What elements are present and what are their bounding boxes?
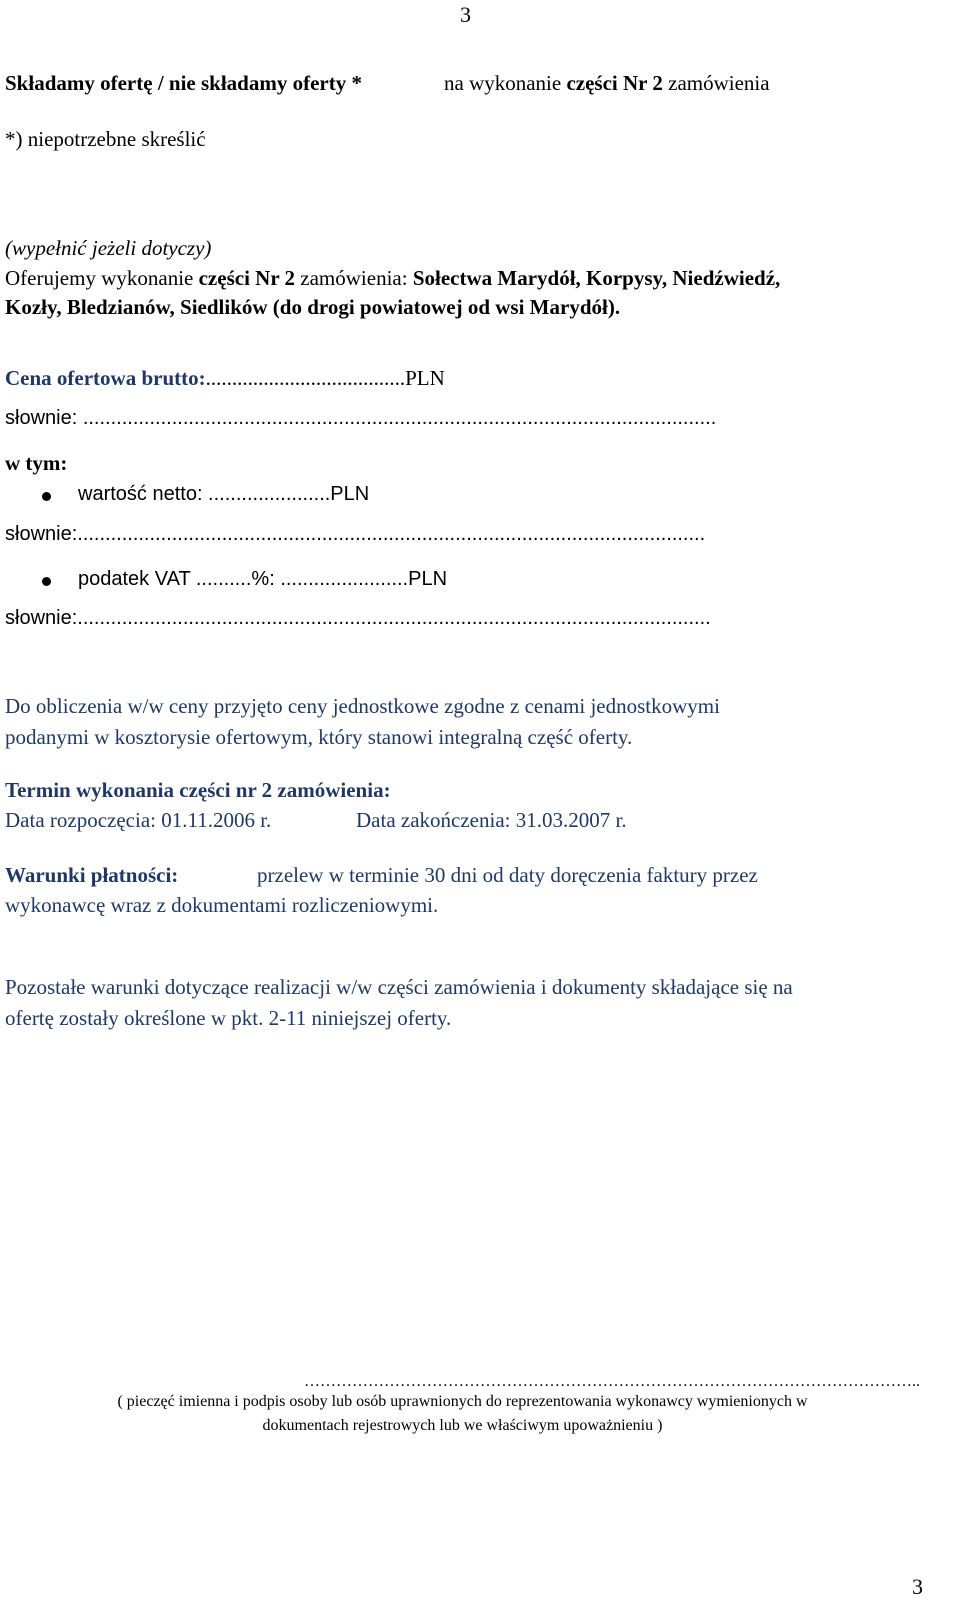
term-start: Data rozpoczęcia: 01.11.2006 r. bbox=[5, 808, 272, 832]
calc-line-1: Do obliczenia w/w ceny przyjęto ceny jednostkowe zgodne z cenami jednostkowymi bbox=[5, 694, 720, 718]
w-tym-label: w tym: bbox=[5, 451, 68, 475]
offer-line-1-villages: Sołectwa Marydół, Korpysy, Niedźwiedź, bbox=[412, 266, 781, 290]
offer-target-part: części Nr 2 bbox=[566, 71, 663, 95]
offer-target-pre: na wykonanie bbox=[444, 71, 567, 95]
bullet-icon bbox=[42, 577, 51, 586]
offer-target-post: zamówienia bbox=[662, 71, 770, 95]
signature-caption-1: ( pieczęć imienna i podpis osoby lub osób uprawnionych do reprezentowania wykonawcy wymienionych w bbox=[117, 1393, 808, 1410]
offer-choice-heading: Składamy ofertę / nie składamy oferty * bbox=[5, 71, 362, 95]
net-value-line: wartość netto: ......................PLN bbox=[78, 483, 370, 505]
other-terms-line-2: ofertę zostały określone w pkt. 2-11 niniejszej oferty. bbox=[5, 1006, 452, 1030]
term-title: Termin wykonania części nr 2 zamówienia: bbox=[5, 778, 391, 802]
gross-price-label: Cena ofertowa brutto: bbox=[5, 366, 206, 390]
offer-target bbox=[444, 73, 770, 94]
words-line-3: słownie:.................................................................................................................. bbox=[5, 607, 711, 629]
signature-caption-2: dokumentach rejestrowych lub we właściwym upoważnieniu ) bbox=[262, 1417, 663, 1434]
offer-line-1-part: części Nr 2 bbox=[198, 266, 296, 290]
page-number-top: 3 bbox=[460, 2, 471, 27]
payment-text-2: wykonawcę wraz z dokumentami rozliczeniowymi. bbox=[5, 893, 439, 917]
footnote: *) niepotrzebne skreślić bbox=[5, 127, 206, 151]
vat-line: podatek VAT ..........%: .......................PLN bbox=[78, 568, 448, 590]
payment-text-1: przelew w terminie 30 dni od daty doręczenia faktury przez bbox=[257, 863, 758, 887]
words-line-2: słownie:................................................................................................................. bbox=[5, 523, 706, 545]
page-number-bottom: 3 bbox=[912, 1574, 923, 1599]
calc-line-2: podanymi w kosztorysie ofertowym, który stanowi integralną część oferty. bbox=[5, 725, 633, 749]
offer-line-1-mid: zamówienia: bbox=[295, 266, 413, 290]
words-line-1: słownie: .................................................................................................................. bbox=[5, 407, 717, 429]
gross-price-line bbox=[5, 368, 445, 389]
other-terms-line-1: Pozostałe warunki dotyczące realizacji w/w części zamówienia i dokumenty składające się na bbox=[5, 975, 793, 999]
gross-price-dots: ......................................PLN bbox=[205, 366, 445, 390]
offer-line-1 bbox=[5, 268, 780, 289]
offer-line-2: Kozły, Bledzianów, Siedlików (do drogi powiatowej od wsi Marydół). bbox=[5, 295, 621, 319]
term-end: Data zakończenia: 31.03.2007 r. bbox=[356, 808, 627, 832]
applicability-note: (wypełnić jeżeli dotyczy) bbox=[5, 236, 212, 260]
signature-dots: …………………………………………………………………………………………………….. bbox=[304, 1374, 920, 1390]
bullet-icon bbox=[42, 492, 51, 501]
offer-line-1-pre: Oferujemy wykonanie bbox=[5, 266, 199, 290]
payment-label: Warunki płatności: bbox=[5, 863, 179, 887]
